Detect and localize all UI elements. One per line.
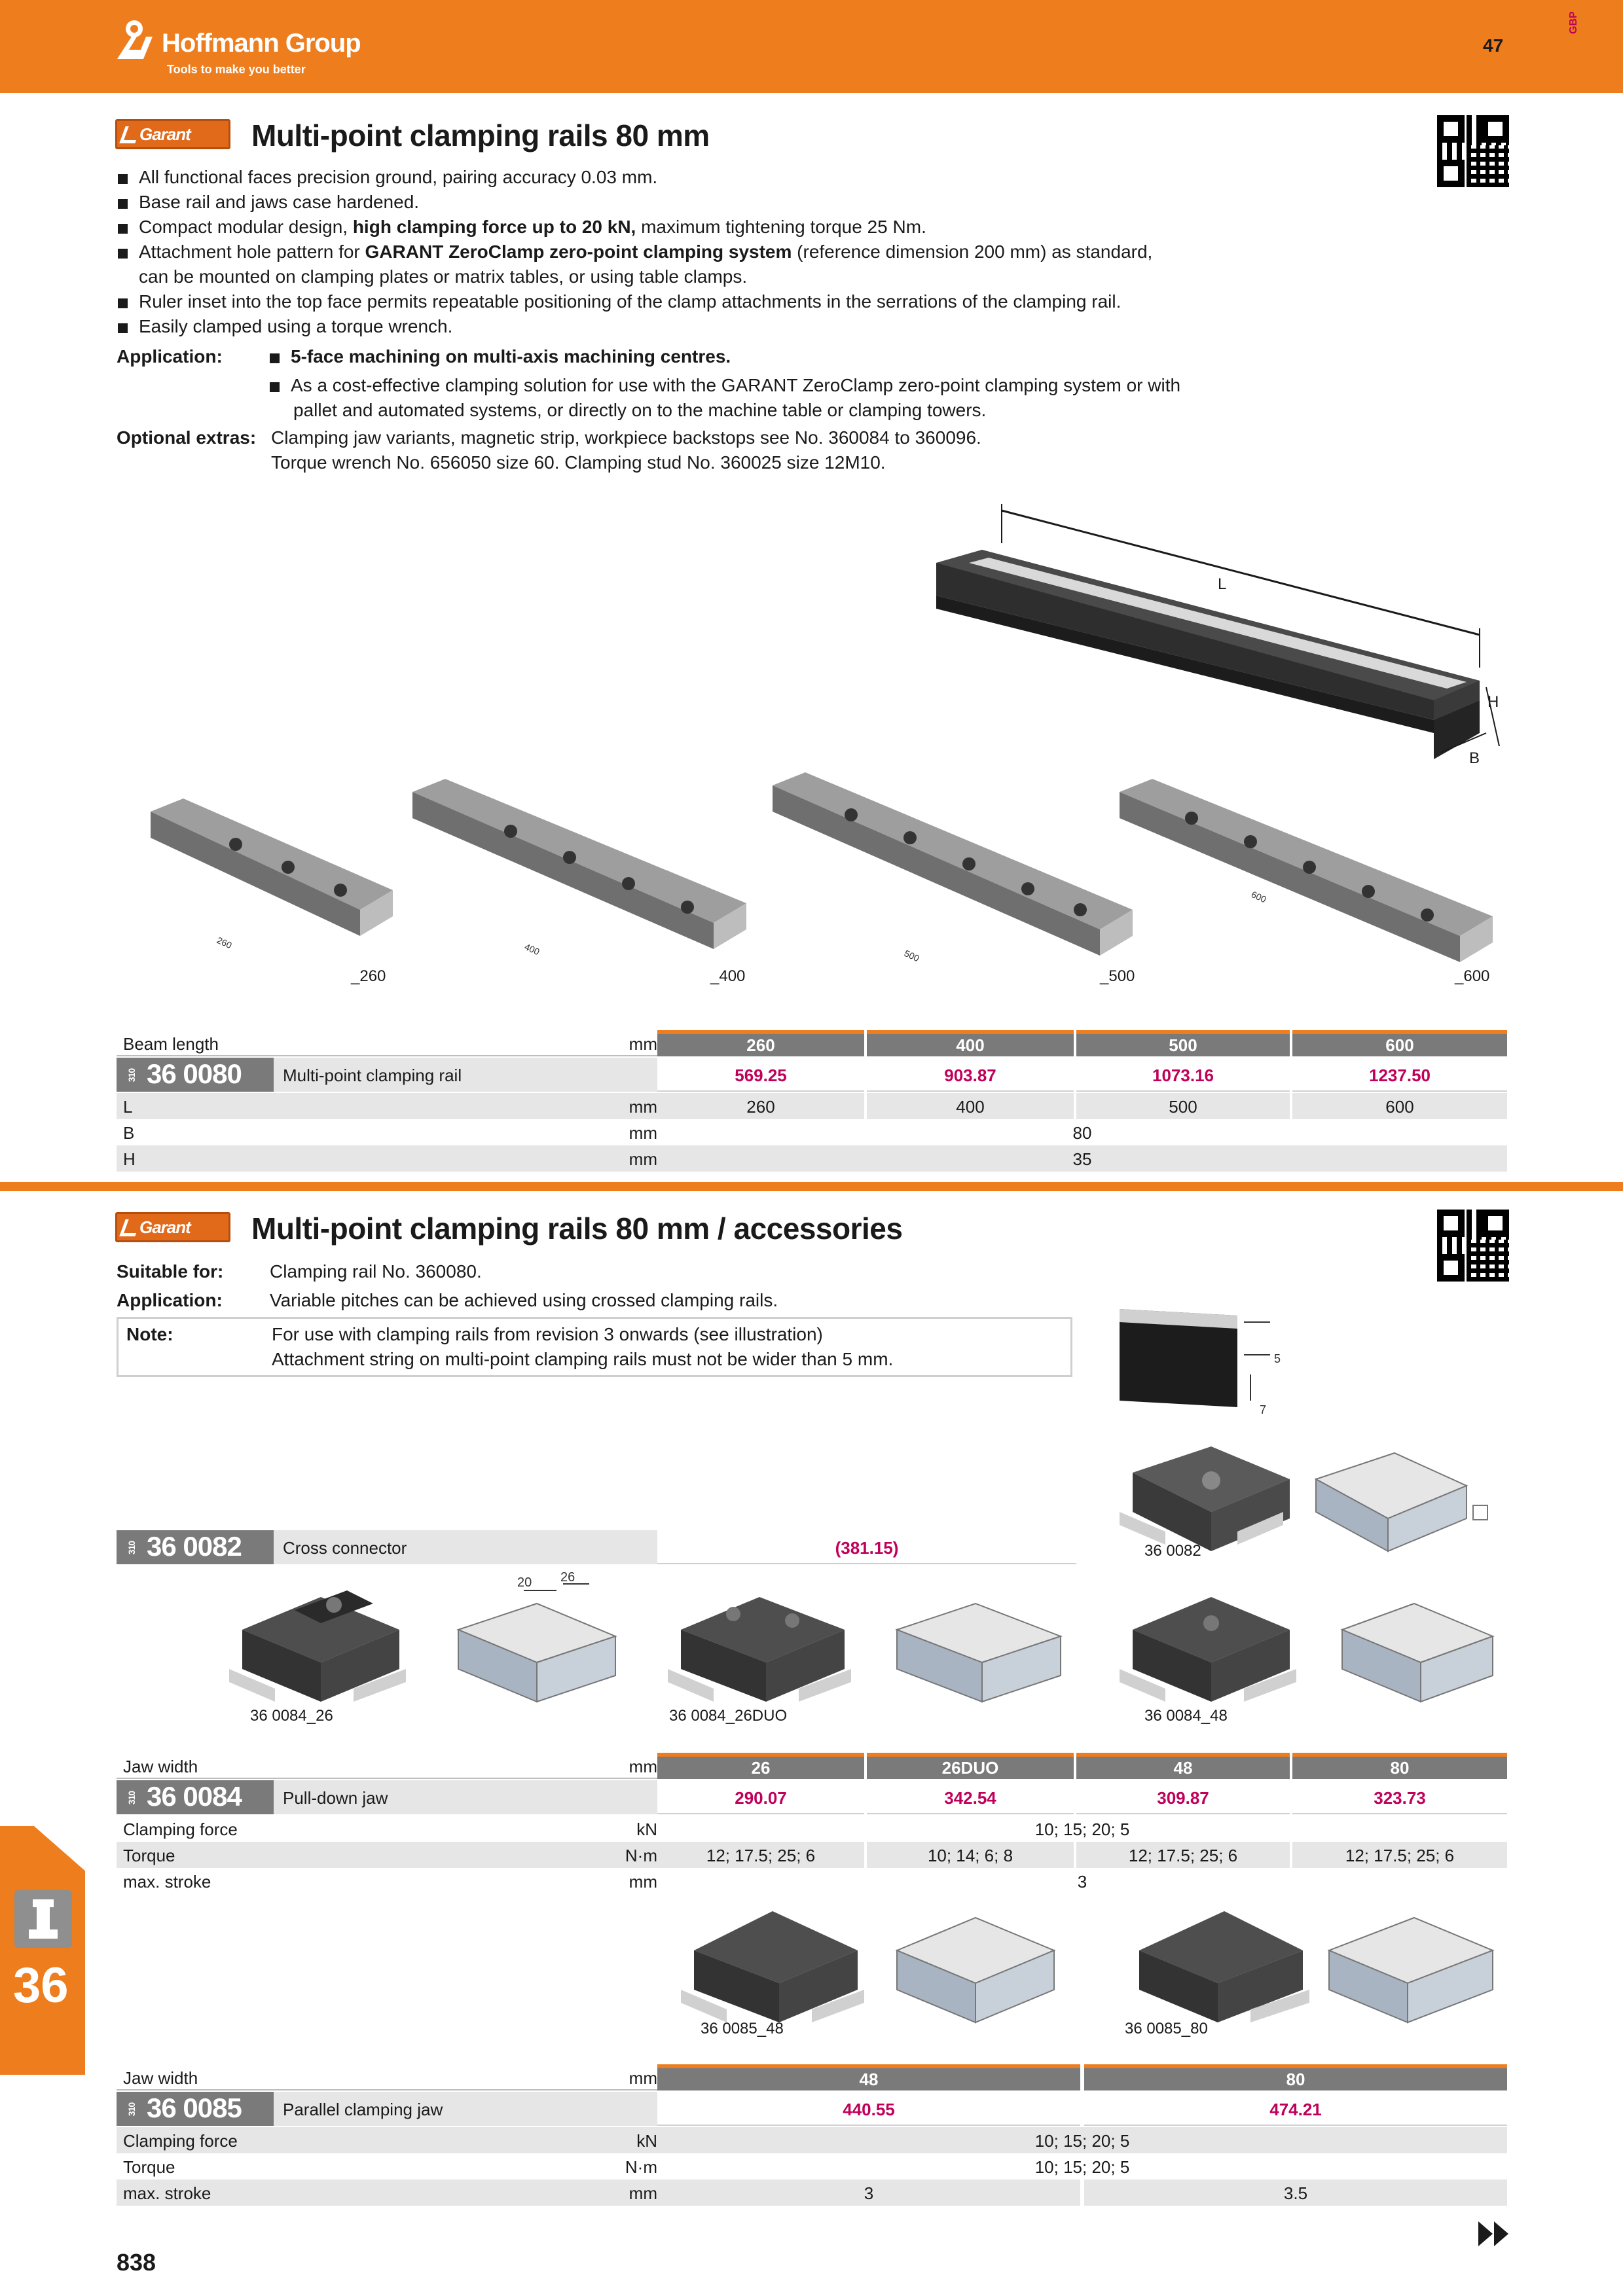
svg-text:600: 600 <box>1249 889 1268 905</box>
optional-extras-line: Clamping jaw variants, magnetic strip, workpiece backstops see No. 360084 to 360096. <box>271 427 981 448</box>
application-item: 5-face machining on multi-axis machining centres. <box>268 344 731 369</box>
feature-list <box>117 165 1230 339</box>
feature-item: All functional faces precision ground, pairing accuracy 0.03 mm. <box>117 165 1230 190</box>
header-page-number: 47 <box>1483 35 1504 56</box>
svg-text:5: 5 <box>1274 1352 1281 1365</box>
rail-caption: _500 <box>1100 967 1135 985</box>
pull-down-jaw-26duo-drawing <box>877 1584 1087 1715</box>
svg-text:260: 260 <box>215 935 234 951</box>
table-row: Clamping force kN 10; 15; 20; 5 <box>117 2127 1507 2153</box>
article-description: Pull-down jaw <box>274 1780 657 1814</box>
section-title: Multi-point clamping rails 80 mm <box>251 118 710 152</box>
article-row[interactable] <box>117 1780 657 1814</box>
parallel-jaw-table: Jaw width mm 48 80 310 36 0085 Parallel clamping jaw 440.55 474.21 Clamping force kN 10; 15; 20; 5 Torque N·m 10; 15; 20; 5 max. stroke mm 3 3.5 <box>117 2064 1507 2203</box>
pull-down-jaw-48-drawing <box>1329 1584 1506 1715</box>
table-header-row: Jaw width mm 26 26DUO 48 80 <box>117 1753 1507 1779</box>
svg-text:500: 500 <box>902 948 921 964</box>
rail-table: Beam length mm 260 400 500 600 310 36 0080 Multi-point clamping rail 569.25 903.87 1073.16 1237.50 L mm 260 400 500 600 B mm 80 H mm 35 <box>117 1030 1507 1168</box>
dim-label-l: L <box>1218 575 1227 593</box>
application-item: As a cost-effective clamping solution for use with the GARANT ZeroClamp zero-point clamping system or with <box>268 373 1180 398</box>
pull-down-jaw-26duo-photo <box>661 1584 858 1715</box>
optional-extras-label: Optional extras: <box>117 427 257 448</box>
dim-label-h: H <box>1487 693 1499 711</box>
pull-down-jaw-table: Jaw width mm 26 26DUO 48 80 310 36 0084 Pull-down jaw 290.07 342.54 309.87 323.73 Clamping force kN 10; 15; 20; 5 Torque N·m 12; 17.5; 25; 6 10; 14; 6; 8 12; 17.5; 25; 6 12; 17.5; 25; 6 max. stroke mm 3 <box>117 1753 1507 1892</box>
parallel-jaw-80-drawing <box>1316 1898 1506 2036</box>
table-header-row: Jaw width mm 48 80 <box>117 2064 1507 2090</box>
parallel-jaw-48-drawing <box>877 1898 1074 2036</box>
feature-item: Compact modular design, high clamping force up to 20 kN, maximum tightening torque 25 Nm. <box>117 215 1230 240</box>
svg-text:20: 20 <box>517 1575 532 1590</box>
table-row: H mm 35 <box>117 1145 1507 1172</box>
article-description: Cross connector <box>274 1530 657 1564</box>
suitable-for-block: Suitable for: Clamping rail No. 360080. <box>117 1261 482 1282</box>
table-row: Torque N·m 12; 17.5; 25; 6 10; 14; 6; 8 12; 17.5; 25; 6 12; 17.5; 25; 6 <box>117 1842 1507 1868</box>
rail-caption: _400 <box>710 967 746 985</box>
feature-item-continuation: can be mounted on clamping plates or matrix tables, or using table clamps. <box>139 266 748 287</box>
optional-extras-line: Torque wrench No. 656050 size 60. Clamping stud No. 360025 size 12M10. <box>271 452 886 473</box>
article-description: Parallel clamping jaw <box>274 2092 657 2126</box>
language-code: GBP <box>1568 11 1579 34</box>
feature-item: Base rail and jaws case hardened. <box>117 190 1230 215</box>
pull-down-jaw-26-photo <box>223 1584 419 1715</box>
jaw-caption: 36 0084_48 <box>1144 1707 1228 1725</box>
rail-drawing-600 <box>1100 753 1506 1001</box>
qr-code-icon[interactable] <box>1437 1210 1509 1282</box>
parallel-jaw-80-photo <box>1126 1898 1316 2036</box>
pull-down-jaw-26-drawing <box>432 1571 642 1715</box>
rail-drawing-500 <box>753 746 1146 995</box>
application-block <box>117 344 1230 423</box>
parallel-jaw-caption: 36 0085_80 <box>1125 2020 1208 2037</box>
article-number[interactable]: 310 36 0085 <box>117 2092 274 2126</box>
feature-item: Easily clamped using a torque wrench. <box>117 314 1230 339</box>
rail-caption: _260 <box>351 967 386 985</box>
garant-logo-icon <box>119 1219 141 1236</box>
article-description: Multi-point clamping rail <box>274 1058 657 1092</box>
table-row: Torque N·m 10; 15; 20; 5 <box>117 2153 1507 2179</box>
pull-down-jaw-48-photo <box>1113 1584 1309 1715</box>
cross-connector-caption: 36 0082 <box>1144 1542 1201 1560</box>
article-row[interactable] <box>117 1058 657 1092</box>
table-row: max. stroke mm 3 3.5 <box>117 2179 1507 2206</box>
feature-item: Attachment hole pattern for GARANT ZeroClamp zero-point clamping system (reference dimension 200 mm) as standard, <box>117 240 1230 264</box>
table-row: max. stroke mm 3 <box>117 1868 1507 1894</box>
optional-extras-block <box>117 425 1230 478</box>
qr-code-icon[interactable] <box>1437 115 1509 187</box>
section-title: Multi-point clamping rails 80 mm / accessories <box>251 1211 903 1246</box>
article-number[interactable]: 310 36 0080 <box>117 1058 274 1092</box>
dim-label-b: B <box>1469 749 1480 767</box>
rail-revision-detail <box>1120 1309 1296 1420</box>
section-divider <box>0 1182 1623 1191</box>
brand-tagline: Tools to make you better <box>167 63 306 76</box>
application-label: Application: <box>117 346 223 367</box>
rail-caption: _600 <box>1455 967 1490 985</box>
application-block: Application: Variable pitches can be achieved using crossed clamping rails. <box>117 1290 778 1310</box>
garant-logo-icon <box>119 126 141 143</box>
table-header-row: Beam length mm 260 400 500 600 <box>117 1030 1507 1056</box>
hoffmann-logo[interactable] <box>115 17 390 79</box>
svg-text:7: 7 <box>1260 1403 1267 1416</box>
footer-page-number: 838 <box>117 2249 156 2276</box>
rail-drawing-260 <box>131 772 406 995</box>
cross-connector-table: 310 36 0082 Cross connector (381.15) <box>117 1530 1507 1567</box>
jaw-caption: 36 0084_26DUO <box>669 1707 788 1725</box>
hoffmann-logo-icon <box>115 17 158 63</box>
chapter-tab[interactable] <box>0 1826 85 2075</box>
next-page-icon[interactable] <box>1478 2219 1511 2249</box>
parallel-jaw-48-photo <box>674 1898 871 2036</box>
application-item-continuation: pallet and automated systems, or directly on to the machine table or clamping towers. <box>293 400 987 420</box>
page-header <box>0 0 1623 93</box>
garant-badge: Garant <box>115 119 230 149</box>
table-row: Clamping force kN 10; 15; 20; 5 <box>117 1816 1507 1842</box>
article-row[interactable] <box>117 2092 657 2126</box>
brand-name: Hoffmann Group <box>162 29 361 58</box>
rail-drawing-400 <box>393 753 759 988</box>
jaw-caption: 36 0084_26 <box>250 1707 333 1725</box>
parallel-jaw-caption: 36 0085_48 <box>701 2020 784 2037</box>
feature-item: Ruler inset into the top face permits repeatable positioning of the clamp attachments in the serrations of the clamping rail. <box>117 289 1230 314</box>
svg-text:26: 26 <box>560 1570 575 1585</box>
table-row: L mm 260 400 500 600 <box>117 1093 1507 1119</box>
clamping-chapter-icon <box>14 1890 72 1948</box>
svg-text:400: 400 <box>522 941 541 958</box>
garant-badge: Garant <box>115 1212 230 1242</box>
table-row: B mm 80 <box>117 1119 1507 1145</box>
article-row[interactable] <box>117 1530 657 1564</box>
article-number[interactable]: 310 36 0084 <box>117 1780 274 1814</box>
note-box: Note: For use with clamping rails from revision 3 onwards (see illustration) Attachment string on multi-point clamping rails must not be wider than 5 mm. <box>117 1317 1072 1377</box>
chapter-number: 36 <box>13 1958 69 2013</box>
article-number[interactable]: 310 36 0082 <box>117 1530 274 1564</box>
